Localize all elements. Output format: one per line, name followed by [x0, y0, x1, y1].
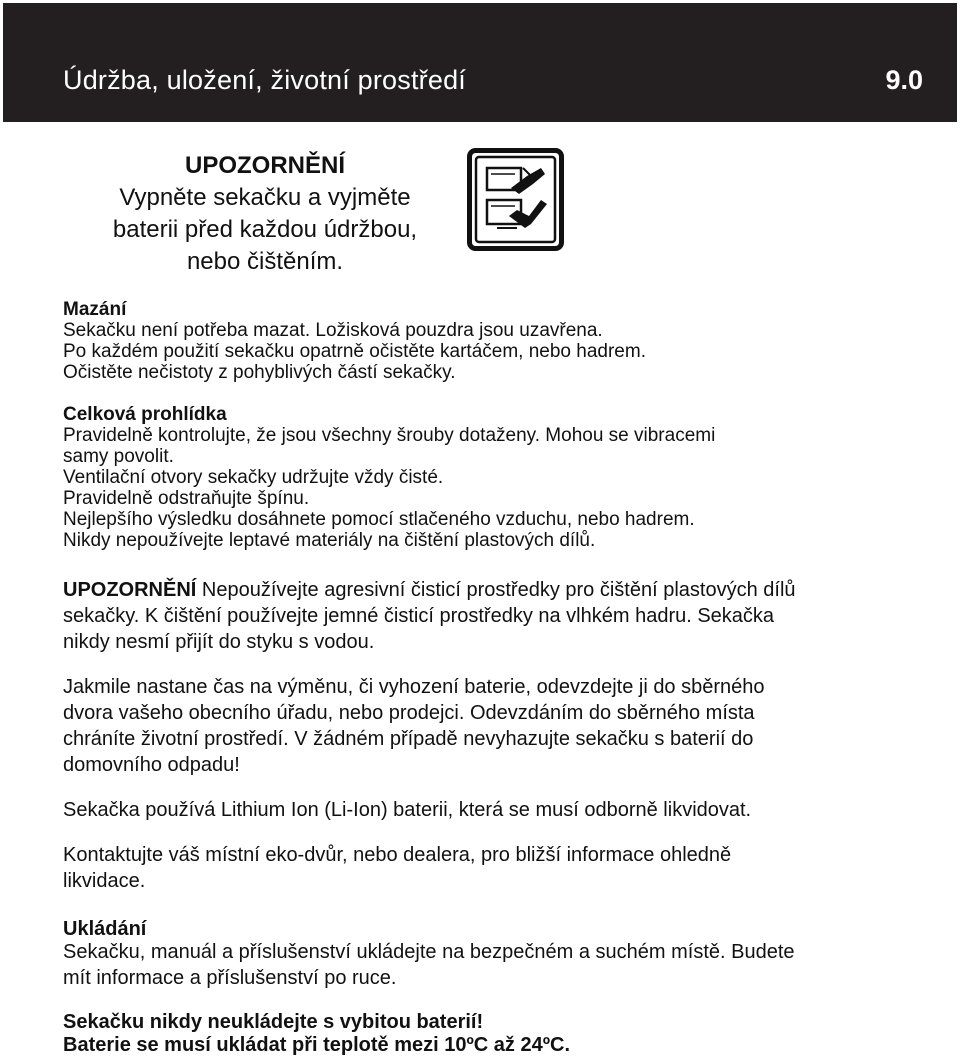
- warning-line: nebo čištěním.: [186, 248, 344, 275]
- battery-type-paragraph: [63, 797, 943, 823]
- caution-paragraph: [63, 577, 943, 655]
- text-line: Kontaktujte váš místní eko-dvůr, nebo dealera, pro bližší informace ohledně: [63, 844, 732, 866]
- text-line: Nikdy nepoužívejte leptavé materiály na čištění plastových dílů.: [63, 530, 596, 551]
- text-line: Sekačka používá Lithium Ion (Li-Ion) baterii, která se musí odborně likvidovat.: [63, 799, 752, 821]
- text-line: Pravidelně kontrolujte, že jsou všechny šrouby dotaženy. Mohou se vibracemi: [63, 425, 716, 446]
- warning-title: UPOZORNĚNÍ: [184, 152, 345, 179]
- lubrication-section: [63, 299, 943, 383]
- caution-text: Nepoužívejte agresivní čisticí prostředky pro čištění plastových dílů: [196, 579, 796, 601]
- disposal-paragraph: [63, 674, 943, 778]
- text-line: samy povolit.: [63, 446, 174, 467]
- text-line: dvora vašeho obecního úřadu, nebo prodejci. Odevzdáním do sběrného místa: [63, 702, 755, 724]
- lubrication-heading: Mazání: [63, 299, 127, 320]
- text-line: Sekačku není potřeba mazat. Ložisková pouzdra jsou uzavřena.: [63, 320, 603, 341]
- storage-section: [63, 919, 943, 991]
- caution-label: UPOZORNĚNÍ: [63, 579, 197, 601]
- text-line: Očistěte nečistoty z pohyblivých částí sekačky.: [63, 362, 456, 383]
- text-line: nikdy nesmí přijít do styku s vodou.: [63, 631, 375, 653]
- warning-line: Vypněte sekačku a vyjměte: [119, 184, 411, 211]
- text-line: likvidace.: [63, 870, 146, 892]
- text-line: domovního odpadu!: [63, 754, 240, 776]
- text-line: Ventilační otvory sekačky udržujte vždy čisté.: [63, 467, 444, 488]
- inspection-section: [63, 404, 943, 551]
- storage-heading: Ukládání: [63, 918, 147, 940]
- section-title: Údržba, uložení, životní prostředí: [63, 65, 466, 95]
- text-line: Nejlepšího výsledku dosáhnete pomocí stlačeného vzduchu, nebo hadrem.: [63, 509, 695, 530]
- text-line: Baterie se musí ukládat při teplotě mezi 10ºC až 24ºC.: [63, 1034, 571, 1056]
- warning-block: [80, 150, 450, 278]
- warning-line: baterii před každou údržbou,: [112, 216, 418, 243]
- main-content: [63, 299, 943, 1057]
- inspection-heading: Celková prohlídka: [63, 404, 227, 425]
- section-number: 9.0: [885, 65, 923, 95]
- contact-paragraph: [63, 842, 943, 894]
- section-header: [3, 3, 957, 122]
- text-line: chráníte životní prostředí. V žádném případě nevyhazujte sekačku s baterií do: [63, 728, 754, 750]
- text-line: Jakmile nastane čas na výměnu, či vyhození baterie, odevzdejte ji do sběrného: [63, 676, 765, 698]
- caution-first-line: [63, 577, 943, 603]
- text-line: Sekačku nikdy neukládejte s vybitou baterií!: [63, 1011, 484, 1033]
- text-line: mít informace a příslušenství po ruce.: [63, 967, 397, 989]
- storage-warning: [63, 1011, 943, 1057]
- text-line: Po každém použití sekačku opatrně očistěte kartáčem, nebo hadrem.: [63, 341, 646, 362]
- battery-removal-icon: [467, 148, 564, 251]
- text-line: Sekačku, manuál a příslušenství ukládejte na bezpečném a suchém místě. Budete: [63, 941, 795, 963]
- text-line: Pravidelně odstraňujte špínu.: [63, 488, 310, 509]
- text-line: sekačky. K čištění používejte jemné čisticí prostředky na vlhkém hadru. Sekačka: [63, 605, 775, 627]
